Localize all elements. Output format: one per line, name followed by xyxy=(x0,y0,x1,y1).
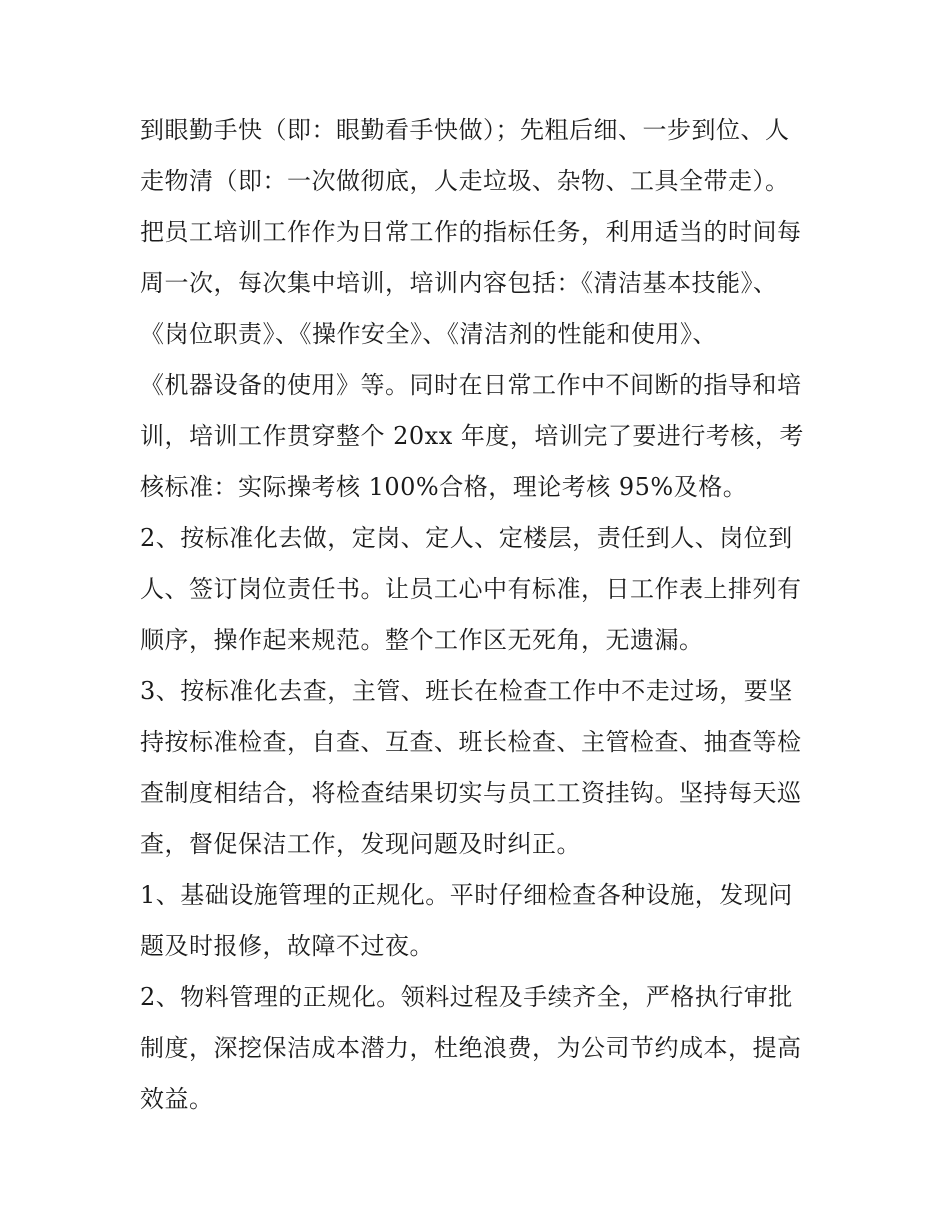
text-line: 训，培训工作贯穿整个 20xx 年度，培训完了要进行考核，考 xyxy=(140,422,804,450)
text-line: 1、基础设施管理的正规化。平时仔细检查各种设施，发现问 xyxy=(140,881,793,909)
text-line: 制度，深挖保洁成本潜力，杜绝浪费，为公司节约成本，提高 xyxy=(140,1034,802,1062)
text-line: 核标准：实际操考核 100%合格，理论考核 95%及格。 xyxy=(140,473,748,501)
paragraph-facility-management xyxy=(140,870,812,972)
document-body xyxy=(140,105,812,1125)
text-line: 题及时报修，故障不过夜。 xyxy=(140,932,434,960)
text-line: 查制度相结合，将检查结果切实与员工工资挂钩。坚持每天巡 xyxy=(140,779,802,807)
text-line: 《岗位职责》、《操作安全》、《清洁剂的性能和使用》、 xyxy=(140,320,717,348)
text-line: 2、按标准化去做，定岗、定人、定楼层，责任到人、岗位到 xyxy=(140,524,793,552)
text-line: 《机器设备的使用》等。同时在日常工作中不间断的指导和培 xyxy=(140,371,802,399)
text-line: 2、物料管理的正规化。领料过程及手续齐全，严格执行审批 xyxy=(140,983,793,1011)
text-line: 查，督促保洁工作，发现问题及时纠正。 xyxy=(140,830,581,858)
text-line: 3、按标准化去查，主管、班长在检查工作中不走过场，要坚 xyxy=(140,677,793,705)
text-line: 效益。 xyxy=(140,1085,214,1113)
paragraph-training xyxy=(140,105,812,513)
text-line: 把员工培训工作作为日常工作的指标任务，利用适当的时间每 xyxy=(140,218,802,246)
text-line: 持按标准检查，自查、互查、班长检查、主管检查、抽查等检 xyxy=(140,728,802,756)
text-line: 顺序，操作起来规范。整个工作区无死角，无遗漏。 xyxy=(140,626,704,654)
paragraph-standard-inspection xyxy=(140,666,812,870)
text-line: 周一次，每次集中培训，培训内容包括：《清洁基本技能》、 xyxy=(140,269,778,297)
paragraph-material-management xyxy=(140,972,812,1125)
text-line: 人、签订岗位责任书。让员工心中有标准，日工作表上排列有 xyxy=(140,575,802,603)
text-line: 到眼勤手快（即：眼勤看手快做）；先粗后细、一步到位、人 xyxy=(140,116,790,144)
text-line: 走物清（即：一次做彻底，人走垃圾、杂物、工具全带走）。 xyxy=(140,167,790,195)
paragraph-standard-work xyxy=(140,513,812,666)
